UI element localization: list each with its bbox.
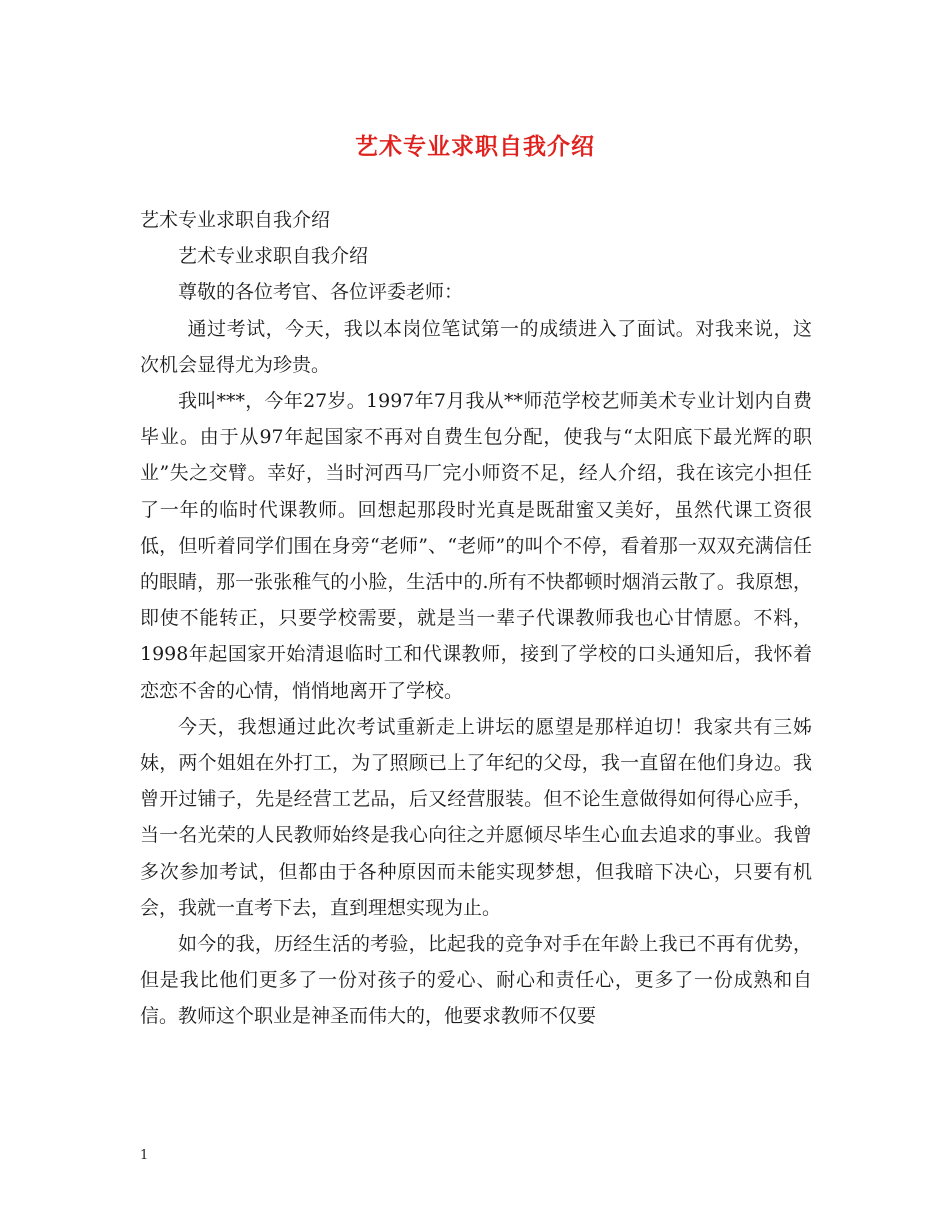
paragraph-subheading: 艺术专业求职自我介绍 bbox=[178, 245, 369, 268]
page-number: 1 bbox=[140, 1148, 149, 1163]
paragraph-background: 我叫***，今年27岁。1997年7月我从**师范学校艺师美术专业计划内自费毕业。由于从97年起国家不再对自费生包分配，使我与“太阳底下最光辉的职业”失之交臂。幸好，当时河西马厂完小师资不足，经人介绍，我在该完小担任了一年的临时代课教师。回想起那段时光真是既甜蜜又美好，虽然代课工资很低，但听着同学们围在身旁“老师”、“老师”的叫个不停，看着那一双双充满信任的眼睛，那一张张稚气的小脸，生活中的.所有不快都顿时烟消云散了。我原想，即使不能转正，只要学校需要，就是当一辈子代课教师我也心甘情愿。不料，1998年起国家开始清退临时工和代课教师，接到了学校的口头通知后，我怀着恋恋不舍的心情，悄悄地离开了学校。 bbox=[140, 390, 812, 702]
paragraph-heading: 艺术专业求职自我介绍 bbox=[140, 209, 331, 231]
paragraph-salutation: 尊敬的各位考官、各位评委老师： bbox=[178, 281, 464, 304]
paragraph-intro: 通过考试，今天，我以本岗位笔试第一的成绩进入了面试。对我来说，这次机会显得尤为珍贵。 bbox=[140, 317, 812, 376]
document-body bbox=[140, 202, 812, 1035]
paragraph-strengths: 如今的我，历经生活的考验，比起我的竞争对手在年龄上我已不再有优势，但是我比他们更多了一份对孩子的爱心、耐心和责任心，更多了一份成熟和自信。教师这个职业是神圣而伟大的，他要求教师不仅要 bbox=[140, 933, 812, 1028]
paragraph-aspiration: 今天，我想通过此次考试重新走上讲坛的愿望是那样迫切！我家共有三姊妹，两个姐姐在外打工，为了照顾已上了年纪的父母，我一直留在他们身边。我曾开过铺子，先是经营工艺品，后又经营服装。但不论生意做得如何得心应手，当一名光荣的人民教师始终是我心向往之并愿倾尽毕生心血去追求的事业。我曾多次参加考试，但都由于各种原因而未能实现梦想，但我暗下决心，只要有机会，我就一直考下去，直到理想实现为止。 bbox=[140, 715, 812, 919]
document-title: 艺术专业求职自我介绍 bbox=[355, 133, 595, 160]
